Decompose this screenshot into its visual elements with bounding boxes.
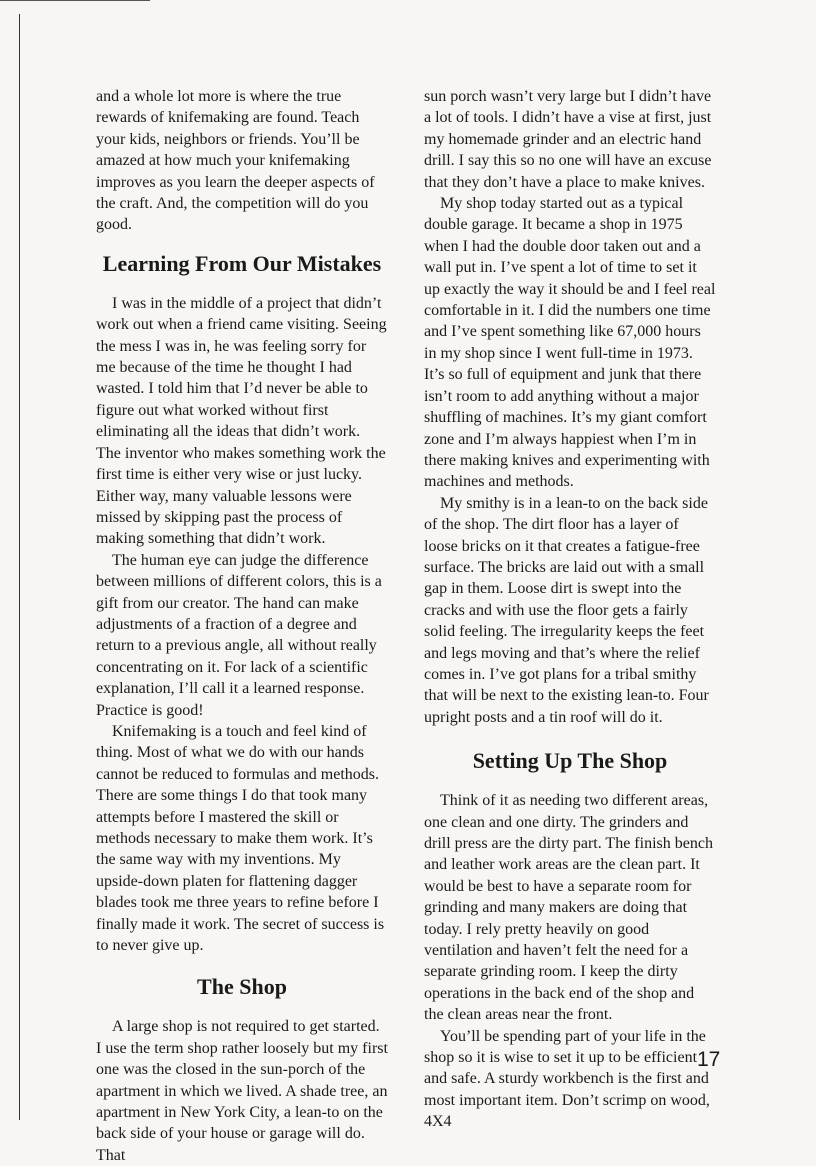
top-rule xyxy=(0,0,150,1)
paragraph: My smithy is in a lean-to on the back side of the shop. The dirt floor has a layer of loose bricks on it that creates a fatigue-free surface. The bricks are laid out with a small gap in them. Loose dirt is swept into the cracks and with use the floor gets a fairly solid feeling. The irregularity keeps the feet and legs moving and that’s where the relief comes in. I’ve got plans for a tribal smithy that will be next to the existing lean-to. Four upright posts and a tin roof will do it. xyxy=(424,494,709,726)
paragraph: You’ll be spending part of your life in the shop so it is wise to set it up to be efficient and safe. A sturdy workbench is the first and most important item. Don’t scrimp on wood, 4X4 xyxy=(424,1027,710,1131)
paragraph: sun porch wasn’t very large but I didn’t have a lot of tools. I didn’t have a vise at first, just my homemade grinder and an electric hand drill. I say this so no one will have an excuse that they don’t have a place to make knives. xyxy=(424,88,712,191)
paragraph: I was in the middle of a project that didn’t work out when a friend came visiting. Seeing the mess I was in, he was feeling sorry for me because of the time he thought I had wasted. I told him that I’d never be able to figure out what worked without first eliminating all the ideas that didn’t work. The inventor who makes something work the first time is either very wise or just lucky. Either way, many valuable lessons were missed by skipping past the process of making something that didn’t work. xyxy=(96,294,387,548)
paragraph: and a whole lot more is where the true rewards of knifemaking are found. Teach your kids, neighbors or friends. You’ll be amazed at how much your knifemaking improves as you learn the deeper aspects of the craft. And, the competition will do you good. xyxy=(96,88,375,234)
left-column xyxy=(96,86,388,1166)
paragraph: Knifemaking is a touch and feel kind of thing. Most of what we do with our hands cannot be reduced to formulas and methods. There are some things I do that took many attempts before I mastered the skill or methods necessary to make them work. It’s the same way with my inventions. My upside-down platen for flattening dagger blades took me three years to refine before I finally made it work. The secret of success is to never give up. xyxy=(96,722,385,955)
section-heading-setting-up-the-shop: Setting Up The Shop xyxy=(472,748,668,774)
page-number: 17 xyxy=(697,1048,721,1071)
paragraph: A large shop is not required to get started. I use the term shop rather loosely but my first one was the closed in the sun-porch of the apartment in which we lived. A shade tree, an apartment in New York City, a lean-to on the back side of your house or garage will do. That xyxy=(96,1018,388,1164)
paragraph: Think of it as needing two different areas, one clean and one dirty. The grinders and drill press are the dirty part. The finish bench and leather work areas are the clean part. It would be best to have a separate room for grinding and many makers are doing that today. I rely pretty heavily on good ventilation and haven’t felt the need for a separate grinding room. I keep the dirty operations in the back end of the shop and the clean areas near the front. xyxy=(424,792,713,1024)
left-margin-rule xyxy=(19,14,20,1120)
section-heading-learning-from-mistakes: Learning From Our Mistakes xyxy=(102,250,382,276)
section-heading-the-shop: The Shop xyxy=(197,974,287,1000)
paragraph: The human eye can judge the difference between millions of different colors, this is a gift from our creator. The hand can make adjustments of a fraction of a degree and return to a previous angle, all without really concentrating on it. For lack of a scientific explanation, I’ll call it a learned response. Practice is good! xyxy=(96,551,382,719)
paragraph: My shop today started out as a typical double garage. It became a shop in 1975 when I had the double door taken out and a wall put in. I’ve spent a lot of time to set it up exactly the way it should be and I feel real comfortable in it. I did the numbers one time and I’ve spent something like 67,000 hours in my shop since I went full-time in 1973. It’s so full of equipment and junk that there isn’t room to add anything without a major shuffling of machines. It’s my giant comfort zone and I’m always happiest when I’m in there making knives and experimenting with machines and methods. xyxy=(424,195,716,491)
right-column xyxy=(424,86,716,1133)
